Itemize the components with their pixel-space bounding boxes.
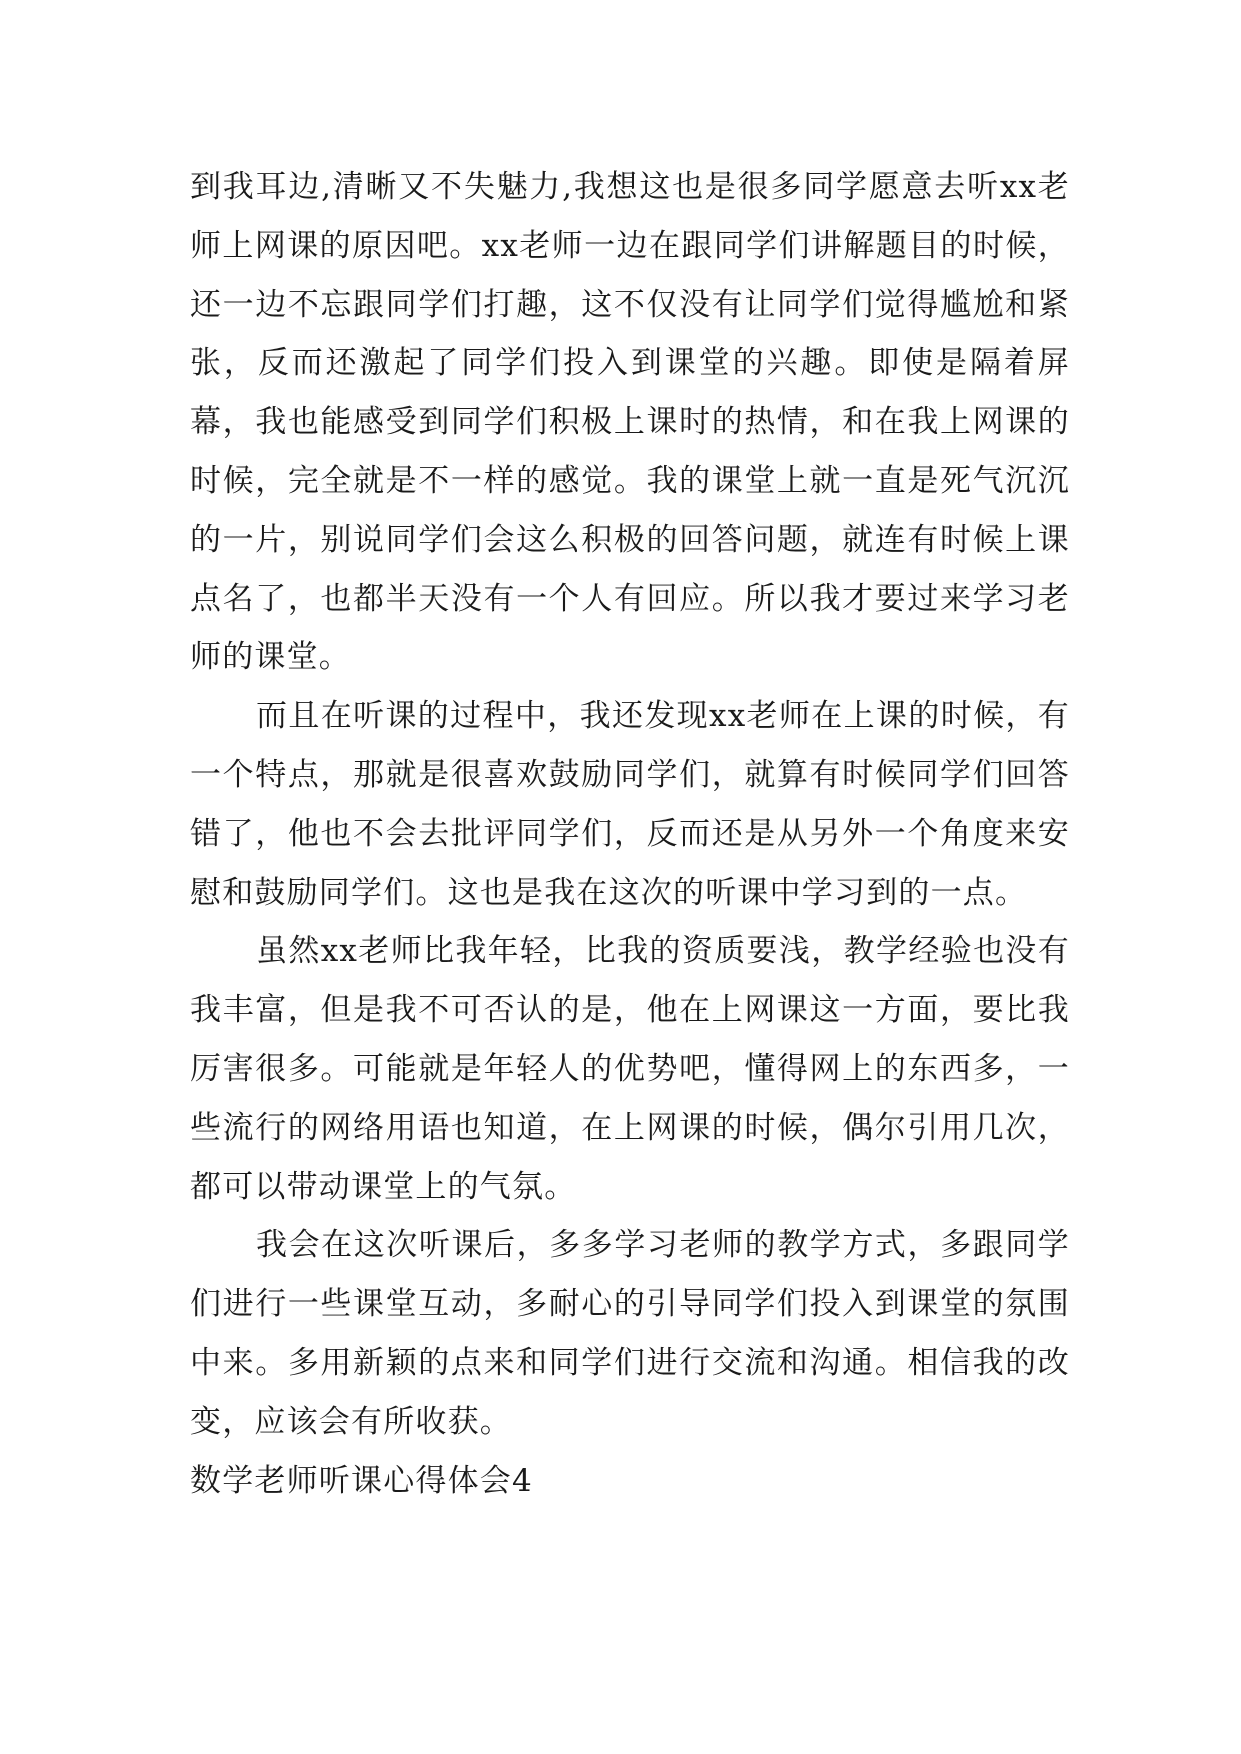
paragraph: 虽然xx老师比我年轻，比我的资质要浅，教学经验也没有我丰富，但是我不可否认的是，他在上网课这一方面，要比我厉害很多。可能就是年轻人的优势吧，懂得网上的东西多，一些流行的网络用语也知道，在上网课的时候，偶尔引用几次，都可以带动课堂上的气氛。 bbox=[190, 933, 1070, 1205]
paragraph: 我会在这次听课后，多多学习老师的教学方式，多跟同学们进行一些课堂互动，多耐心的引导同学们投入到课堂的氛围中来。多用新颖的点来和同学们进行交流和沟通。相信我的改变，应该会有所收获。 bbox=[190, 1227, 1070, 1440]
paragraph: 而且在听课的过程中，我还发现xx老师在上课的时候，有一个特点，那就是很喜欢鼓励同学们，就算有时候同学们回答错了，他也不会去批评同学们，反而还是从另外一个角度来安慰和鼓励同学们。这也是我在这次的听课中学习到的一点。 bbox=[190, 698, 1070, 911]
section-heading: 数学老师听课心得体会4 bbox=[190, 1462, 533, 1499]
document-body bbox=[190, 158, 1070, 1510]
paragraph-continuation: 到我耳边,清晰又不失魅力,我想这也是很多同学愿意去听xx老师上网课的原因吧。xx老师一边在跟同学们讲解题目的时候，还一边不忘跟同学们打趣，这不仅没有让同学们觉得尴尬和紧张，反而还激起了同学们投入到课堂的兴趣。即使是隔着屏幕，我也能感受到同学们积极上课时的热情，和在我上网课的时候，完全就是不一样的感觉。我的课堂上就一直是死气沉沉的一片，别说同学们会这么积极的回答问题，就连有时候上课点名了，也都半天没有一个人有回应。所以我才要过来学习老师的课堂。 bbox=[190, 169, 1070, 676]
